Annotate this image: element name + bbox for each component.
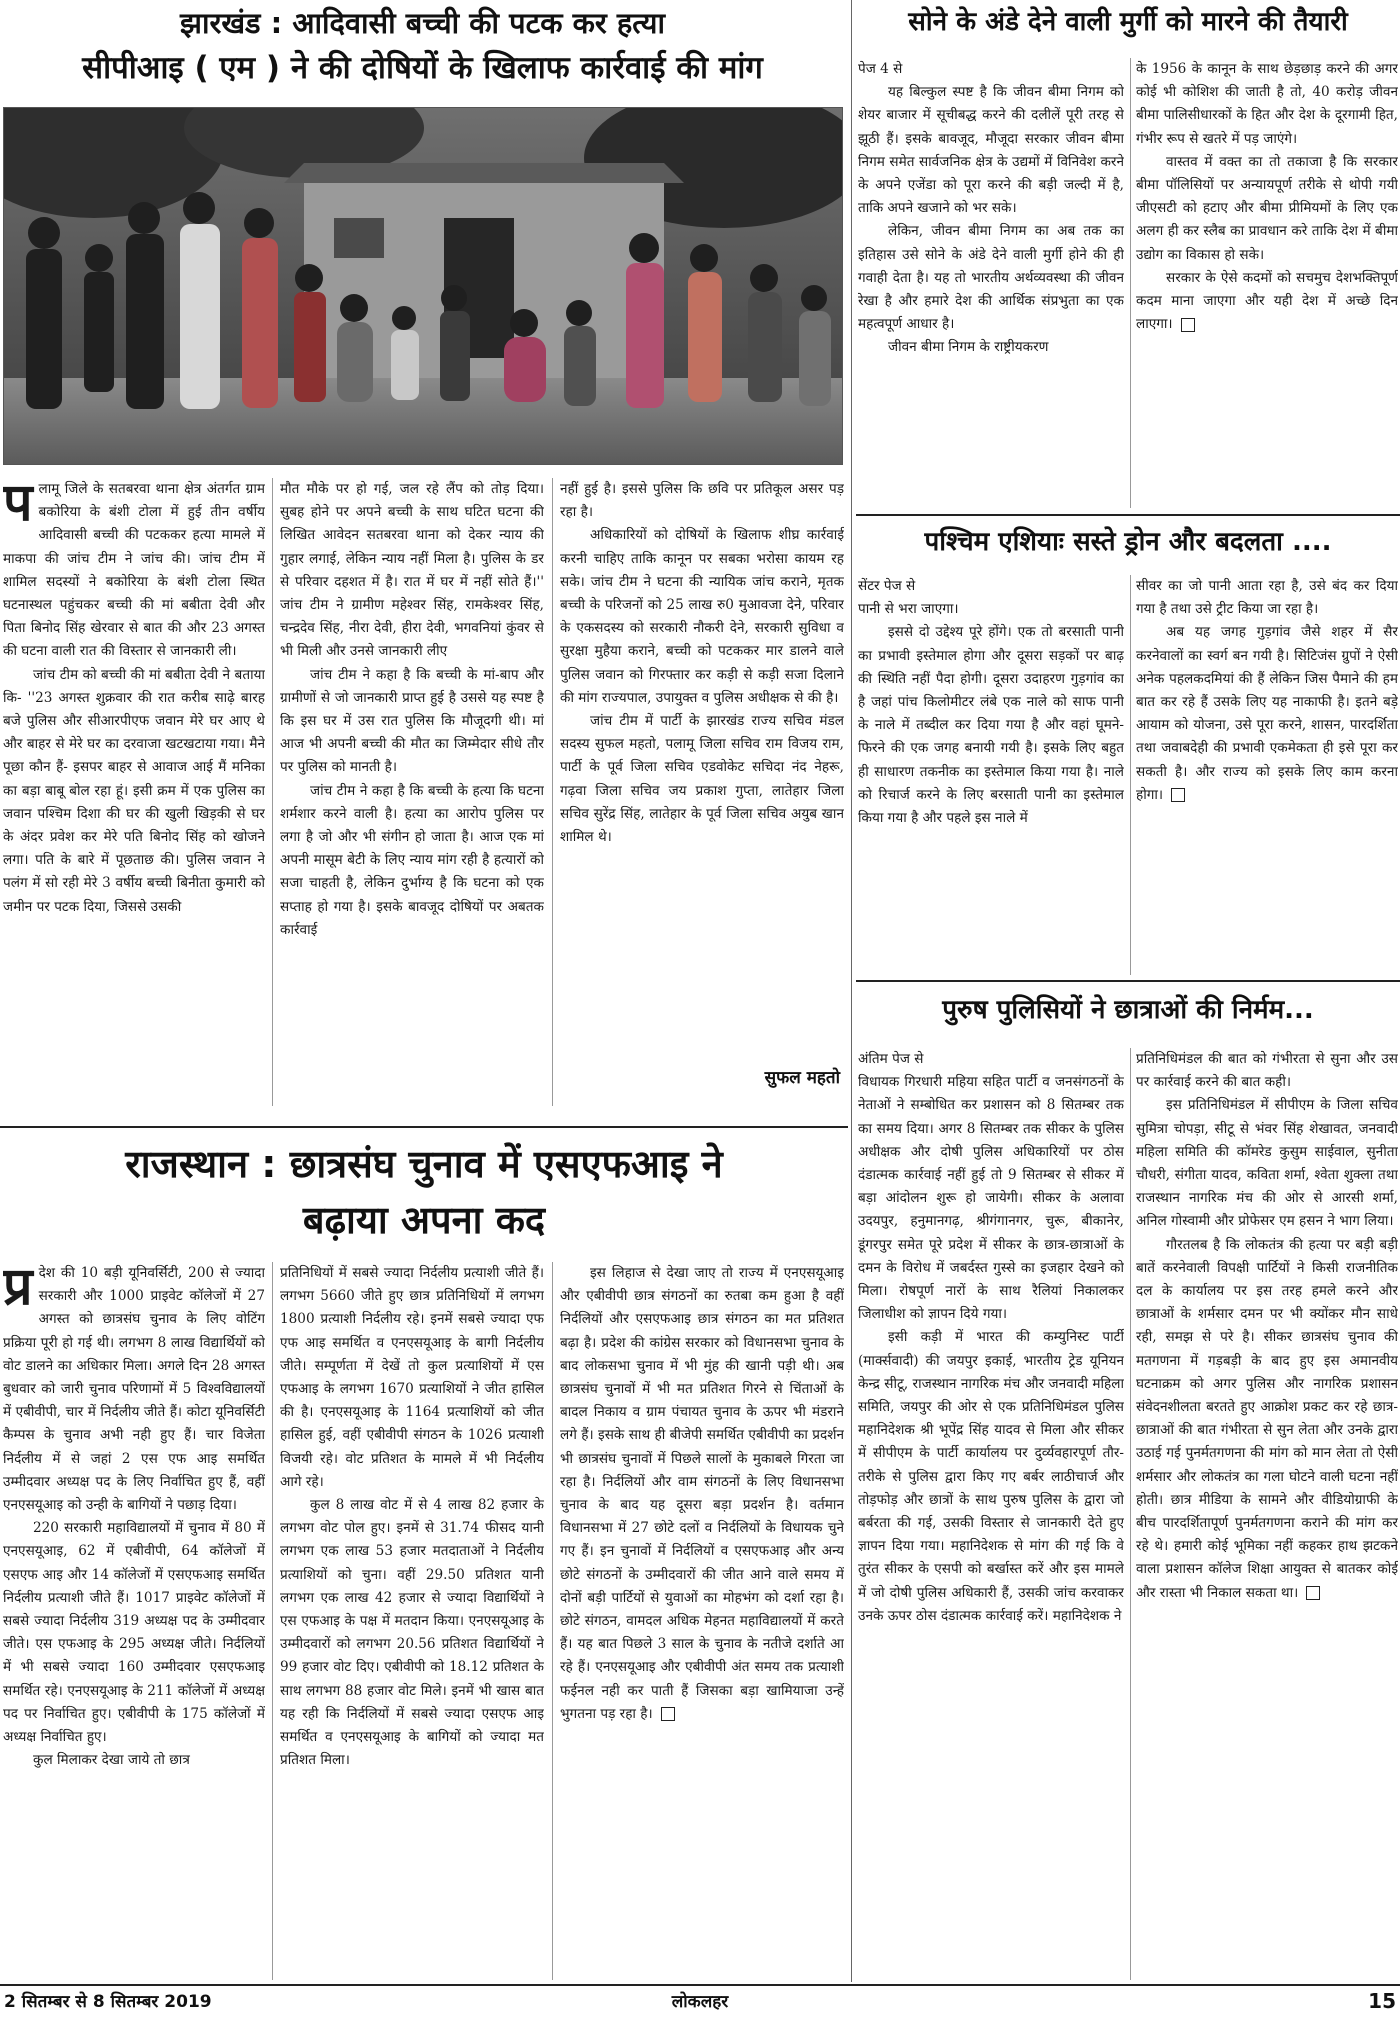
story5-dropcap: प्र [3,1262,33,1317]
story1-bottom-rule [0,1126,848,1128]
story1-column-3 [560,478,844,1058]
story5-headline-line1: राजस्थान : छात्रसंघ चुनाव में एसएफआइ ने [125,1142,723,1186]
story2-bottom-rule [856,514,1400,516]
story1-col1-para1: लामू जिले के सतबरवा थाना क्षेत्र अंतर्गत ग्राम बकोरिया के बंशी टोला में हुई तीन वर्षीय आदिवासी बच्ची की पटककर हत्या मामले में माकपा की जांच टीम ने जांच की। जांच टीम में शामिल सदस्यों ने बकोरिया के बंशी टोला स्थित घटनास्थल पहुंचकर बच्ची की मां बबीता देवी और पिता बिनोद सिंह खेरवार से बात की और 23 अगस्त की घटना वाली रात की विस्तार से जानकारी ली। [3,481,265,660]
story4-column-1 [858,1048,1124,1980]
story5-col1-para1: देश की 10 बड़ी यूनिवर्सिटी, 200 से ज्यादा सरकारी और 1000 प्राइवेट कॉलेजों में 27 अगस्त को छात्रसंघ चुनाव के लिए वोटिंग प्रक्रिया पूरी हो गई थी। लगभग 8 लाख विद्यार्थियों को वोट डालने का अधिकार मिला। अगले दिन 28 अगस्त बुधवार को जारी चुनाव परिणामों में 5 विश्वविद्यालयों में एबीवीपी, चार में निर्दलीय जीते हैं। कोटा यूनिवर्सिटी कैम्पस के चुनाव अभी नही हुए हैं। चार विजेता निर्दलीय में से जहां 2 एस एफ आइ समर्थित उम्मीदवार अध्यक्ष पद के लिए निर्वाचित हुए हैं, वहीं एनएसयूआइ को उन्ही के बागियों ने पछाड़ दिया। [3,1265,265,1514]
story1-column-2 [280,478,544,1106]
story4-col2-para2: इस प्रतिनिधिमंडल में सीपीएम के जिला सचिव सुमित्रा चोपड़ा, सीटू से भंवर सिंह शेखावत, जनवादी महिला समिति की कॉमरेड कुसुम साईवाल, सुनीता चौधरी, संगीता यादव, कविता शर्मा, श्वेता शुक्ला तथा राजस्थान नागरिक मंच की ओर से आरसी शर्मा, अनिल गोस्वामी और प्रोफेसर एम हसन ने भाग लिया। [1136,1097,1398,1230]
story5-column-divider-1 [272,1262,273,1980]
story5-col2-para1: प्रतिनिधियों में सबसे ज्यादा निर्दलीय प्रत्याशी जीते हैं। लगभग 5660 जीते हुए छात्र प्रतिनिधियों में लगभग 1800 प्रत्याशी निर्दलीय रहे। इनमें सबसे ज्यादा एफ एफ आइ समर्थित व एनएसयूआइ के बागी निर्दलीय जीते। सम्पूर्णता में देखें तो कुल प्रत्याशियों में एस एफआइ के लगभग 1670 प्रत्याशियों ने जीत हासिल की है। एनएसयूआइ के 1164 प्रत्याशियों को जीत हासिल हुई, वहीं एबीवीपी संगठन के 1026 प्रत्याशी विजयी रहे। वोट प्रतिशत के मामले में भी निर्दलीय आगे रहे। [280,1265,544,1490]
story1-col2-para3: जांच टीम ने कहा है कि बच्ची के हत्या कि घटना शर्मशार करने वाली है। हत्या का आरोप पुलिस पर लगा है जो और भी संगीन हो जाता है। आज एक मां अपनी मासूम बेटी के लिए न्याय मांग रही है हत्यारों को सजा चाहती है, लेकिन दुर्भाग्य है कि घटना को एक सप्ताह हो गया है। इसके बावजूद दोषियों पर अबतक कार्रवाई [280,782,544,938]
story1-byline: सुफल महतो [764,1068,840,1088]
story3-bottom-rule [856,980,1400,982]
story2-headline: सोने के अंडे देने वाली मुर्गी को मारने की तैयारी [908,7,1348,37]
story5-column-divider-2 [552,1262,553,1980]
page-center-divider [851,0,852,1982]
story3-headline: पश्चिम एशियाः सस्ते ड्रोन और बदलता .... [924,527,1332,557]
story5-col1-para3: कुल मिलाकर देखा जाये तो छात्र [33,1752,190,1769]
story4-end-mark [1306,1586,1320,1600]
footer-paper-name: लोकलहर [671,1992,729,2012]
story2-col1-para4: जीवन बीमा निगम के राष्ट्रीयकरण [888,339,1049,356]
story4-col2-text: गौरतलब है कि लोकतंत्र की हत्या पर बड़ी बड़ी बातें करनेवाली विपक्षी पार्टियों ने किसी राजनीतिक दल के कार्यालय पर इस तरह हमले करने और छात्राओं के शर्मसार दमन पर भी क्योंकर मौन साधे रही, समझ से परे है। सीकर छात्रसंघ चुनाव की मतगणना में गड़बड़ी के बाद हुए इस अमानवीय घटनाक्रम को अगर पुलिस और नागरिक प्रशासन संवेदनशीलता बरतते हुए आक्रोश प्रकट कर रहे छात्र-छात्राओं की बात गंभीरता से सुन लेता और उनके द्वारा उठाई गई पुनर्मतगणना की मांग को मान लेता तो ऐसी शर्मसार और लोकतंत्र का गला घोटने वाली घटना नहीं होती। छात्र मीडिया के सामने और वीडियोग्राफी के बीच पारदर्शितापूर्ण पुनर्मतगणना कराने की मांग कर रहे थे। हमारी कोई भूमिका नहीं कहकर हाथ झटकने वाला प्रशासन कॉलेज शिक्षा आयुक्त से बातकर कोई और रास्ता भी निकाल सकता था। [1136,1236,1398,1601]
story4-column-divider [1130,1048,1131,1980]
villagers-photo-illustration [4,108,843,465]
story1-dropcap: प [3,478,33,533]
story5-col2-para2: कुल 8 लाख वोट में से 4 लाख 82 हजार के लगभग वोट पोल हुए। इनमें से 31.74 फीसद यानी लगभग एक लाख 53 हजार मतदाताओं ने निर्दलीय प्रत्याशियों को चुना। वहीं 29.50 प्रतिशत यानी लगभग एक लाख 42 हजार से ज्यादा विद्यार्थियों ने एस एफआइ के पक्ष में मतदान किया। एनएसयूआइ के उम्मीदवारों को लगभग 20.56 प्रतिशत विद्यार्थियों ने 99 हजार वोट दिए। एबीवीपी को 18.12 प्रतिशत के साथ लगभग 88 हजार वोट मिले। इनमें भी खास बात यह रही कि निर्दलियों में सबसे ज्यादा एसएफ आइ समर्थित व एनएसयूआइ के बागियों को ज्यादा मत प्रतिशत मिला। [280,1497,544,1769]
story3-column-1 [858,575,1124,975]
story3-column-divider [1130,575,1131,975]
story2-column-1 [858,58,1124,508]
story3-col2-para1: सीवर का जो पानी आता रहा है, उसे बंद कर दिया गया है तथा उसे ट्रीट किया जा रहा है। [1136,578,1398,618]
story2-col2-para2: वास्तव में वक्त का तो तकाजा है कि सरकार बीमा पॉलिसियों पर अन्यायपूर्ण तरीके से थोपी गयी जीएसटी को हटाए और बीमा प्रीमियमों के लिए एक अलग ही कर स्लैब का प्रावधान करे ताकि देश में बीमा उद्योग का विकास हो सके। [1136,153,1398,263]
story4-col2-para1: प्रतिनिधिमंडल की बात को गंभीरता से सुना और उस पर कार्रवाई करने की बात कही। [1136,1051,1398,1091]
story4-col1-para2: विधायक गिरधारी महिया सहित पार्टी व जनसंगठनों के नेताओं ने सम्बोधित कर प्रशासन को 8 सितम्बर तक का समय दिया। अगर 8 सितम्बर तक सीकर के पुलिस अधीक्षक और दोषी पुलिस अधिकारियों पर ठोस दंडात्मक कार्रवाई नहीं हुई तो 9 सितम्बर से सीकर में बड़ा आंदोलन शुरू हो जायेगी। सीकर के अलावा उदयपुर, हनुमानगढ़, श्रीगंगानगर, चुरू, बीकानेर, डूंगरपुर समेत पूरे प्रदेश में सीकर के छात्र-छात्राओं के दमन के विरोध में जबर्दस्त गुस्से का इजहार देखने को मिला। रोषपूर्ण नारों के साथ रैलियां निकालकर जिलाधीश को ज्ञापन दिये गया। [858,1074,1124,1323]
story2-column-divider [1130,58,1131,508]
story2-col2-para3 [1136,267,1398,337]
story3-col1-para3: इससे दो उद्देश्य पूरे होंगे। एक तो बरसाती पानी का प्रभावी इस्तेमाल होगा और दूसरा सड़कों पर बाढ़ की स्थिति नहीं पैदा होगी। दूसरा उदाहरण गुड़गांव का है जहां पांच किलोमीटर लंबे एक नाले को साफ पानी के नाले में तब्दील कर दिया गया है और वहां घूमने-फिरने की एक जगह बनायी गयी है। इसके लिए बहुत ही साधारण तकनीक का इस्तेमाल किया गया है। नाले को रिचार्ज करने के लिए बरसाती पानी का इस्तेमाल किया गया है और पहले इस नाले में [858,624,1124,827]
story1-col1-para2: जांच टीम को बच्ची की मां बबीता देवी ने बताया कि- ''23 अगस्त शुक्रवार की रात करीब साढ़े बारह बजे पुलिस और सीआरपीएफ जवान मेरे घर आए थे और बाहर से मेरे घर का दरवाजा खटखटाया गया। मैने पूछा कौन हैं- इसपर बाहर से आवाज आई मैं मनिका का बड़ा बाबू बोल रहा हूं। इसी क्रम में एक पुलिस का जवान पश्चिम दिशा की घर की खुली खिड़की से घर के अंदर प्रवेश कर मेरे पति बिनोद सिंह को खोजने लगा। पति के बारे में पूछताछ की। पुलिस जवान ने पलंग में सो रही मेरे 3 वर्षीय बच्ची बिनीता कुमारी को जमीन पर पटक दिया, जिससे उसकी [3,666,265,915]
story1-headline-line2: सीपीआइ ( एम ) ने की दोषियों के खिलाफ कार्रवाई की मांग [82,50,763,86]
story2-col2-para1: के 1956 के कानून के साथ छेड़छाड़ करने की अगर कोई भी कोशिश की जाती है तो, 40 करोड़ जीवन बीमा पालिसीधारकों के हित और देश के दूरगामी हित, गंभीर रूप से खतरे में पड़ जाएंगे। [1136,61,1398,147]
footer-rule [0,1984,1400,1986]
story4-col2-para3 [1136,1234,1398,1605]
story2-col2-text: सरकार के ऐसे कदमों को सचमुच देशभक्तिपूर्ण कदम माना जाएगा और यही देश में अच्छे दिन लाएगा। [1136,269,1398,333]
story1-col3-para1: नहीं हुई है। इससे पुलिस कि छवि पर प्रतिकूल असर पड़ रहा है। [560,481,844,521]
story5-column-2 [280,1262,544,1980]
story1-column-1 [3,478,265,1106]
story2-col1-para2: यह बिल्कुल स्पष्ट है कि जीवन बीमा निगम को शेयर बाजार में सूचीबद्ध करने की दलीलें पूरी तरह से झूठी हैं। इसके बावजूद, मौजूदा सरकार जीवन बीमा निगम समेत सार्वजनिक क्षेत्र के उद्यमों में विनिवेश करने के अपने एजेंडा को पूरा करने की बड़ी जल्दी में है, ताकि अपने खजाने को भर सके। [858,84,1124,217]
story3-column-2 [1136,575,1398,975]
story3-col1-para2: पानी से भरा जाएगा। [858,601,959,618]
story4-col1-para3: इसी कड़ी में भारत की कम्युनिस्ट पार्टी (मार्क्सवादी) की जयपुर इकाई, भारतीय ट्रेड यूनियन केन्द्र सीटू, राजस्थान नागरिक मंच और जनवादी महिला समिति, जयपुर की ओर से एक प्रतिनिधिमंडल पुलिस महानिदेशक श्री भूपेंद्र सिंह यादव से मिला और सीकर में सीपीएम के पार्टी कार्यालय पर दुर्व्यवहारपूर्ण तौर-तरीके से पुलिस द्वारा किए गए बर्बर लाठीचार्ज और तोड़फोड़ और छात्रों के साथ पुरुष पुलिस के द्वारा जो बर्बरता की गई, उसकी विस्तार से जानकारी देते हुए ज्ञापन दिया गया। महानिदेशक से मांग की गई कि वे तुरंत सीकर के एसपी को बर्खास्त करें और इस मामले में जो दोषी पुलिस अधिकारी हैं, उसकी जांच करवाकर उनके ऊपर ठोस दंडात्मक कार्रवाई करें। महानिदेशक ने [858,1329,1124,1624]
story4-headline: पुरुष पुलिसियों ने छात्राओं की निर्मम... [942,995,1314,1025]
story1-col2-para2: जांच टीम ने कहा है कि बच्ची के मां-बाप और ग्रामीणों से जो जानकारी प्राप्त हुई है उससे यह स्पष्ट है कि इस घर में उस रात पुलिस कि मौजूदगी थी। मां आज भी अपनी बच्ची की मौत का जिम्मेदार सीधे तौर पर पुलिस को मानती है। [280,666,544,776]
footer-date: 2 सितम्बर से 8 सितम्बर 2019 [4,1992,212,2012]
story3-col2-para2 [1136,621,1398,807]
story2-col1-para1: पेज 4 से [858,61,903,77]
story2-end-mark [1181,318,1195,332]
story5-headline-line2: बढ़ाया अपना कद [302,1198,546,1242]
story5-column-3 [560,1262,844,1980]
story3-col2-text: अब यह जगह गुड़गांव जैसे शहर में सैर करनेवालों का स्वर्ग बन गयी है। सिटिजंस ग्रुपों ने ऐसी अनेक पहलकदमियां की हैं लेकिन जिस पैमाने की हम बात कर रहे हैं उसके लिए यह नाकाफी है। इतने बड़े आयाम को योजना, उसे पूरा करने, शासन, पारदर्शिता तथा जवाबदेही की प्रभावी एकमेकता ही इसे पूरा कर सकती है। और राज्य को इसके लिए काम करना होगा। [1136,624,1398,803]
story2-col1-para3: लेकिन, जीवन बीमा निगम का अब तक का इतिहास उसे सोने के अंडे देने वाली मुर्गी होने की ही गवाही देता है। यह तो भारतीय अर्थव्यवस्था की जीवन रेखा है और हमारे देश की आर्थिक संप्रभुता का एक महत्वपूर्ण आधार है। [858,223,1124,333]
story1-col3-para2: अधिकारियों को दोषियों के खिलाफ शीघ्र कार्रवाई करनी चाहिए ताकि कानून पर सबका भरोसा कायम रह सके। जांच टीम ने घटना की न्यायिक जांच कराने, मृतक बच्ची के परिजनों को 25 लाख रु0 मुआवजा देने, परिवार के एकसदस्य को सरकारी नौकरी देने, सरकारी सुविधा व सुरक्षा मुहैया कराने, बच्ची को पटककर मार डालने वाले पुलिस जवान को गिरफ्तार कर कड़ी से कड़ी सजा दिलाने की मांग राज्यपाल, उपायुक्त व पुलिस अधीक्षक से की है। [560,527,844,706]
story1-col2-para1: मौत मौके पर हो गई, जल रहे लैंप को तोड़ दिया। सुबह होने पर अपने बच्ची के साथ घटित घटना की लिखित आवेदन सतबरवा थाना को देकर न्याय की गुहार लगाई, लेकिन न्याय नहीं मिला है। पुलिस के डर से परिवार दहशत में है। रात में घर में नहीं सोते हैं।'' जांच टीम ने ग्रामीण महेश्वर सिंह, रामकेश्वर सिंह, चन्द्रदेव सिंह, नीरा देवी, हीरा देवी, भगवनियां कुंवर से भी मिली और उनसे जानकारी लीए [280,481,544,660]
story2-column-2 [1136,58,1398,508]
story4-column-2 [1136,1048,1398,1980]
story5-col1-para2: 220 सरकारी महाविद्यालयों में चुनाव में 80 में एनएसयूआइ, 62 में एबीवीपी, 64 कॉलेजों में एसएफ आइ और 14 कॉलेजों में एसएफआइ समर्थित निर्दलीय प्रत्याशी जीते हैं। 1017 प्राइवेट कॉलेजों में सबसे ज्यादा निर्दलीय 319 अध्यक्ष पद के उम्मीदवार जीते। एस एफआइ के 295 अध्यक्ष जीते। निर्दलियों में भी सबसे ज्यादा 160 उम्मीदवार एसएफआइ समर्थित रहे। एनएसयूआइ के 211 कॉलेजों में अध्यक्ष पद पर निर्वाचित हुए। एबीवीपी के 175 कॉलेजों में अध्यक्ष निर्वाचित हुए। [3,1520,265,1746]
story5-col3-para1 [560,1262,844,1726]
story3-col1-para1: सेंटर पेज से [858,578,916,594]
story1-column-divider-2 [552,478,553,1106]
story5-end-mark [661,1707,675,1721]
story4-col1-para1: अंतिम पेज से [858,1051,924,1067]
story3-end-mark [1171,788,1185,802]
story1-col3-para3: जांच टीम में पार्टी के झारखंड राज्य सचिव मंडल सदस्य सुफल महतो, पलामू जिला सचिव राम विजय राम, पार्टी के पूर्व जिला सचिव एडवोकेट सचिदा नंद नेहरू, गढ़वा जिला सचिव जय प्रकाश गुप्ता, लातेहार जिला सचिव सुरेंद्र सिंह, लातेहार के पूर्व जिला सचिव अयुब खान शामिल थे। [560,713,844,846]
story1-photo [3,107,843,465]
story1-headline-line1: झारखंड : आदिवासी बच्ची की पटक कर हत्या [180,6,665,40]
story5-col3-text: इस लिहाज से देखा जाए तो राज्य में एनएसयूआइ और एबीवीपी छात्र संगठनों का रुतबा कम हुआ है वहीं निर्दलियों और एसएफआइ छात्र संगठन का मत प्रतिशत बढ़ा है। प्रदेश की कांग्रेस सरकार को विधानसभा चुनाव के बाद लोकसभा चुनाव में भी मुंह की खानी पड़ी थी। अब छात्रसंघ चुनावों में भी मत प्रतिशत गिरने से चिंताओं के बादल निकाय व ग्राम पंचायत चुनाव के ऊपर भी मंडराने लगे हैं। इसके साथ ही बीजेपी समर्थित एबीवीपी का प्रदर्शन भी छात्रसंघ चुनावों में पिछले सालों के मुकाबले गिरता जा रहा है। निर्दलियों और वाम संगठनों के लिए विधानसभा चुनाव के बाद यह दूसरा बड़ा प्रदर्शन है। वर्तमान विधानसभा में 27 छोटे दलों व निर्दलियों के विधायक चुने गए हैं। इन चुनावों में निर्दलियों व एसएफआइ और अन्य छोटे संगठनों के उम्मीदवारों की जीत आने वाले समय में दोनों बड़ी पार्टियों से युवाओं का मोहभंग को दर्शा रहा है। छोटे संगठन, वामदल अधिक मेहनत महाविद्यालयों में करते हैं। यह बात पिछले 3 साल के चुनाव के नतीजे दर्शाते आ रहे हैं। एनएसयूआइ और एबीवीपी अंत समय तक प्रत्याशी फईनल नही कर पाती हैं जिसका बड़ा खामियाजा उन्हें भुगतना पड़ रहा है। [560,1265,844,1722]
footer-page-number: 15 [1368,1989,1396,2013]
story5-column-1 [3,1262,265,1980]
story1-column-divider-1 [272,478,273,1106]
